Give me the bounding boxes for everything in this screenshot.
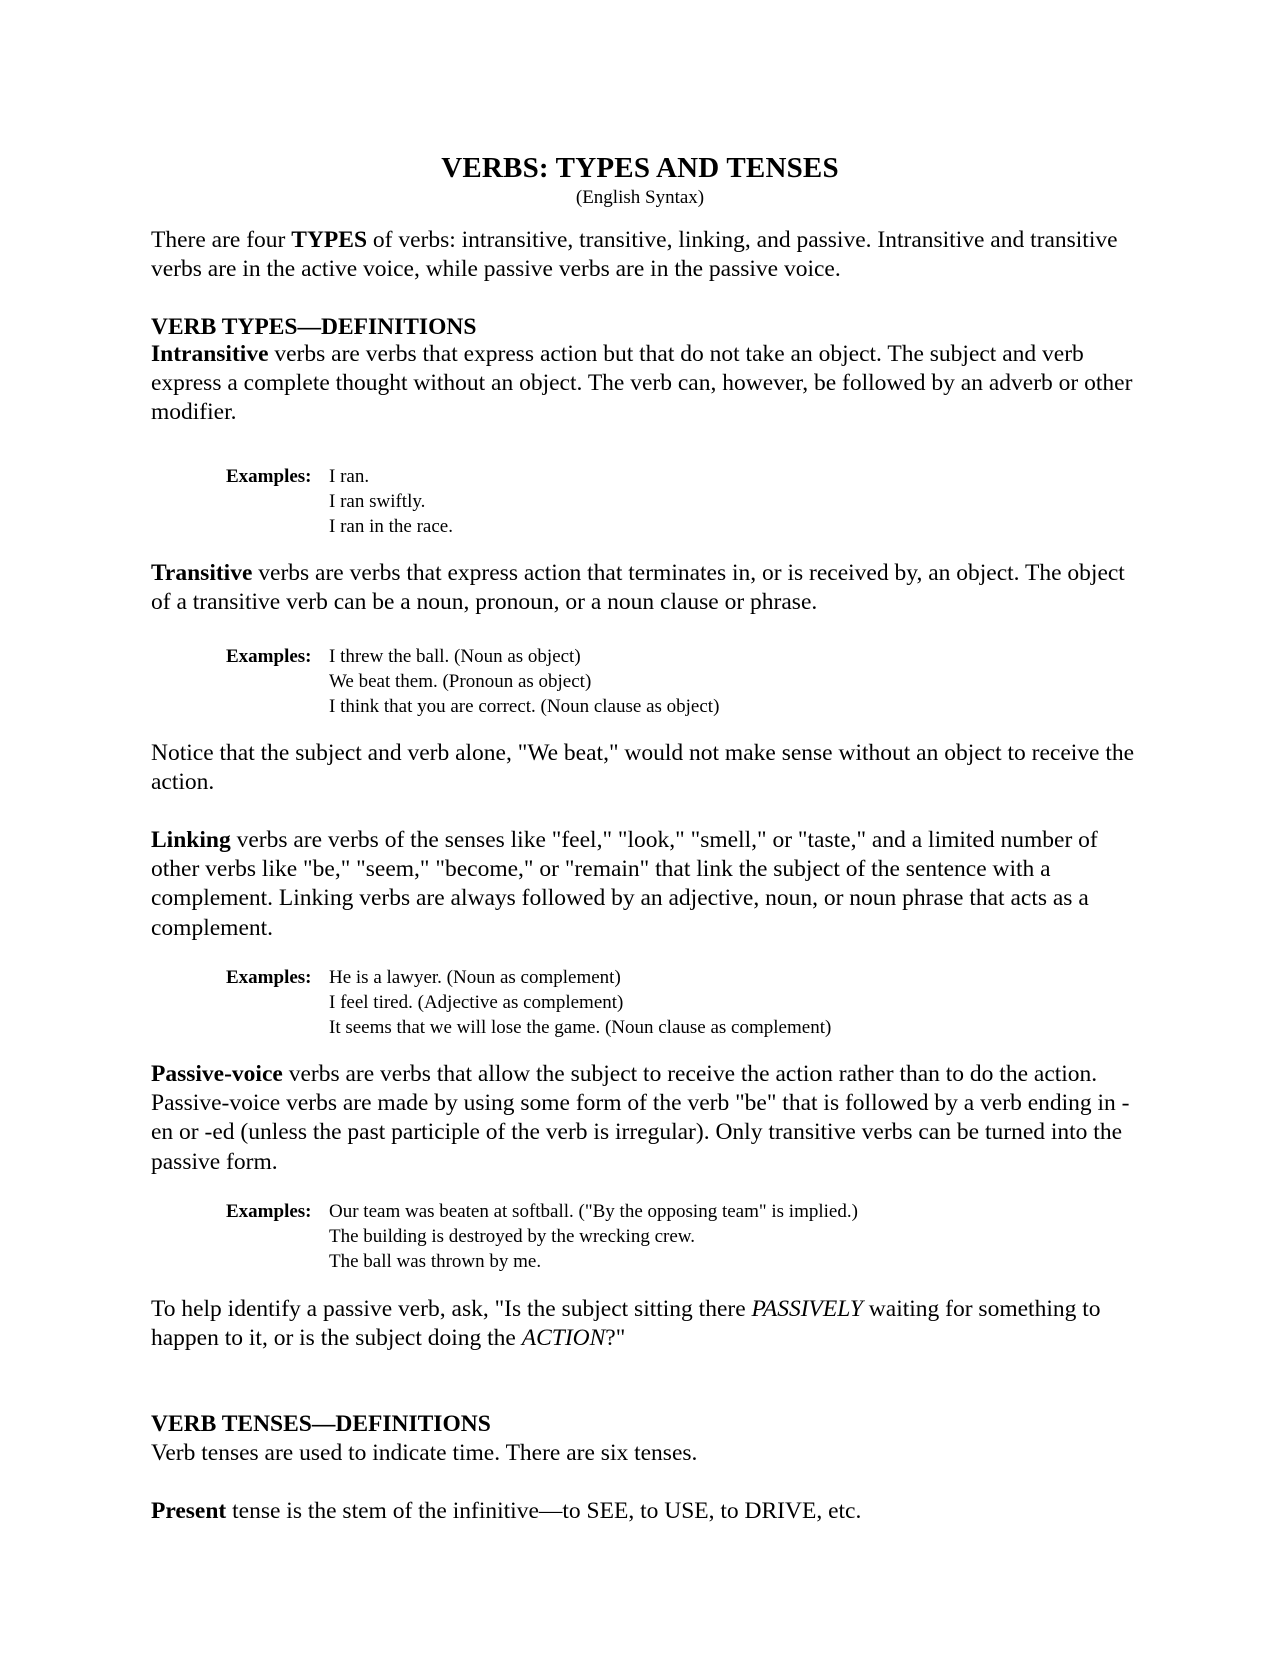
example-line: I ran in the race. <box>329 516 453 537</box>
example-line: The ball was thrown by me. <box>329 1251 542 1272</box>
notice-paragraph: Notice that the subject and verb alone, "We beat," would not make sense without an object to receive the action. <box>151 740 1135 796</box>
examples-label: Examples: <box>226 967 312 988</box>
identify-text-start: To help identify a passive verb, ask, "Is the subject sitting there <box>151 1296 752 1322</box>
transitive-term: Transitive <box>151 560 253 586</box>
transitive-definition: verbs are verbs that express action that terminates in, or is received by, an object. The object of a transitive verb can be a noun, pronoun, or a noun clause or phrase. <box>151 560 1125 616</box>
linking-term: Linking <box>151 827 231 853</box>
intro-text-end: of verbs: intransitive, transitive, linking, and passive. Intransitive and transitive verbs are in the active voice, while passive verbs are in the passive voice. <box>151 227 1118 283</box>
tenses-intro-paragraph: Verb tenses are used to indicate time. There are six tenses. <box>151 1440 698 1466</box>
examples-label: Examples: <box>226 466 312 487</box>
identify-emphasis-action: ACTION <box>521 1325 606 1352</box>
linking-definition: verbs are verbs of the senses like "feel," "look," "smell," or "taste," and a limited number of other verbs like "be," "seem," "become," or "remain" that link the subject of the sentence with a complement. Linking verbs are always followed by an adjective, noun, or noun phrase that acts as a complement. <box>151 827 1098 941</box>
identify-text-middle: waiting for something to happen to it, or is the subject doing the <box>151 1296 1101 1352</box>
intro-paragraph <box>151 226 1141 284</box>
linking-paragraph <box>151 826 1141 943</box>
example-line: I feel tired. (Adjective as complement) <box>329 992 624 1013</box>
present-paragraph <box>151 1497 1141 1526</box>
verb-types-heading: VERB TYPES—DEFINITIONS <box>151 314 477 340</box>
transitive-paragraph <box>151 559 1141 617</box>
example-line: I ran. <box>329 466 370 487</box>
passive-definition: verbs are verbs that allow the subject to receive the action rather than to do the action. Passive-voice verbs are made by using some form of the verb "be" that is followed by a verb ending in -en or -ed (unless the past participle of the verb is irregular). Only transitive verbs can be turned into the passive form. <box>151 1061 1130 1175</box>
identify-text-end: ?" <box>605 1325 626 1352</box>
example-line: I threw the ball. (Noun as object) <box>329 646 581 667</box>
examples-label: Examples: <box>226 646 312 667</box>
intro-text-start: There are four <box>151 227 292 253</box>
present-definition: tense is the stem of the infinitive—to SEE, to USE, to DRIVE, etc. <box>226 1498 862 1524</box>
example-line: Our team was beaten at softball. ("By the opposing team" is implied.) <box>329 1201 858 1222</box>
document-title: VERBS: TYPES AND TENSES <box>441 152 839 184</box>
intransitive-term: Intransitive <box>151 341 269 367</box>
document-subtitle: (English Syntax) <box>575 187 705 208</box>
passive-paragraph <box>151 1060 1141 1177</box>
example-line: The building is destroyed by the wrecking crew. <box>329 1226 696 1247</box>
identify-paragraph <box>151 1295 1141 1353</box>
example-line: I ran swiftly. <box>329 491 426 512</box>
intro-bold-types: TYPES <box>291 227 368 253</box>
example-line: He is a lawyer. (Noun as complement) <box>329 967 621 988</box>
intransitive-paragraph <box>151 340 1141 428</box>
examples-label: Examples: <box>226 1201 312 1222</box>
example-line: We beat them. (Pronoun as object) <box>329 671 592 692</box>
passive-term: Passive-voice <box>151 1061 283 1087</box>
verb-tenses-heading: VERB TENSES—DEFINITIONS <box>151 1411 491 1437</box>
present-term: Present <box>151 1498 227 1524</box>
example-line: It seems that we will lose the game. (Noun clause as complement) <box>329 1017 832 1038</box>
example-line: I think that you are correct. (Noun clause as object) <box>329 696 720 717</box>
intransitive-definition: verbs are verbs that express action but that do not take an object. The subject and verb express a complete thought without an object. The verb can, however, be followed by an adverb or other modifier. <box>151 341 1133 426</box>
identify-emphasis-passively: PASSIVELY <box>751 1296 863 1322</box>
